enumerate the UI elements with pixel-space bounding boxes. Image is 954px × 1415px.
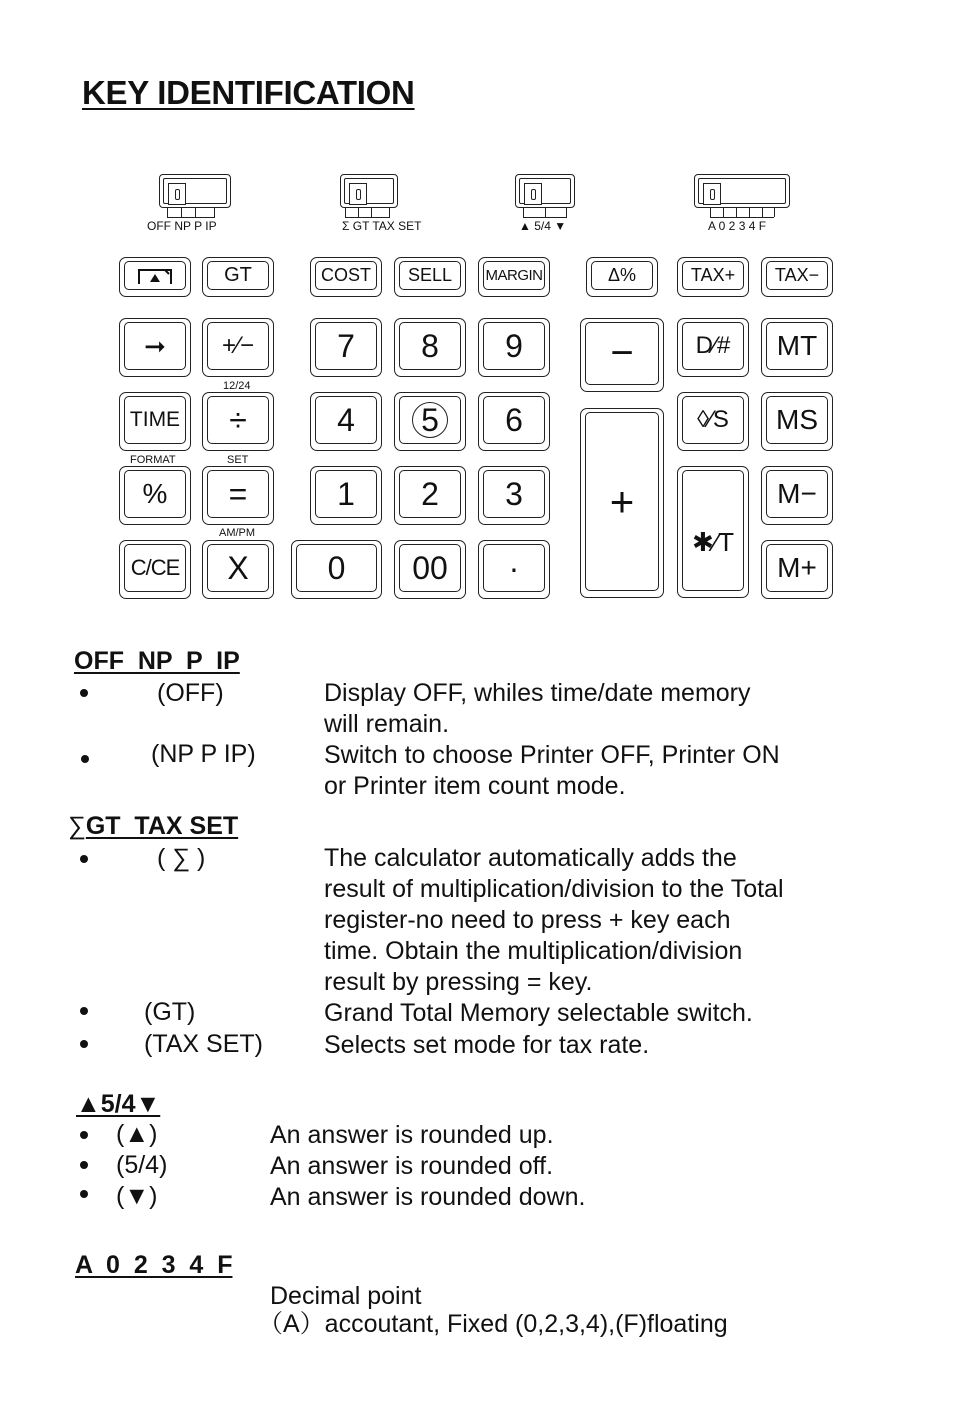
term-off: (OFF): [157, 679, 224, 707]
switch-knob[interactable]: [168, 183, 186, 205]
key-8[interactable]: 8: [394, 318, 466, 377]
mt-key[interactable]: MT: [761, 318, 833, 377]
d-hash-key[interactable]: D∕#: [677, 318, 749, 377]
time-key[interactable]: TIME: [119, 392, 191, 451]
term-tax-set: (TAX SET): [144, 1030, 263, 1058]
decimal-point-key[interactable]: ·: [478, 540, 550, 599]
desc-round-off: An answer is rounded off.: [270, 1152, 554, 1180]
bullet: [80, 1007, 88, 1015]
plus-key[interactable]: +: [580, 408, 664, 598]
margin-key[interactable]: MARGIN: [478, 257, 550, 297]
desc-sigma: The calculator automatically adds the result of multiplication/division to the Total register-no need to press + key each time. Obtain the multiplication/division result by pressing = key.: [324, 844, 784, 996]
plus-minus-key[interactable]: +∕−: [202, 318, 274, 377]
desc-tax-set: Selects set mode for tax rate.: [324, 1031, 650, 1059]
star-t-key[interactable]: ✱∕T: [677, 466, 749, 598]
key-1[interactable]: 1: [310, 466, 382, 525]
m-plus-key[interactable]: M+: [761, 540, 833, 599]
key-3[interactable]: 3: [478, 466, 550, 525]
bullet: [80, 689, 88, 697]
key-6[interactable]: 6: [478, 392, 550, 451]
switch-knob[interactable]: [703, 183, 721, 205]
clear-key[interactable]: C/CE: [119, 540, 191, 599]
term-round-off: (5/4): [116, 1151, 168, 1179]
equals-key[interactable]: =: [202, 466, 274, 525]
cost-key[interactable]: COST: [310, 257, 382, 297]
desc-np-p-ip: Switch to choose Printer OFF, Printer ON or Printer item count mode.: [324, 741, 780, 800]
minus-key[interactable]: −: [580, 318, 664, 392]
ms-key[interactable]: MS: [761, 392, 833, 451]
term-round-up: (▲): [116, 1120, 158, 1148]
multiply-key[interactable]: X: [202, 540, 274, 599]
key-9[interactable]: 9: [478, 318, 550, 377]
sigma-symbol: ∑: [68, 812, 86, 840]
bullet: [80, 1131, 88, 1139]
desc-gt: Grand Total Memory selectable switch.: [324, 999, 753, 1027]
desc-off: Display OFF, whiles time/date memory will remain.: [324, 679, 751, 738]
decimal-point-title: Decimal point: [270, 1282, 422, 1310]
term-gt: (GT): [144, 998, 196, 1026]
gt-key[interactable]: GT: [202, 257, 274, 297]
backspace-key[interactable]: ➞: [119, 318, 191, 377]
m-minus-key[interactable]: M−: [761, 466, 833, 525]
switch-label: ▲ 5/4 ▼: [519, 219, 567, 233]
key-5[interactable]: 5: [394, 392, 466, 451]
label-set: SET: [227, 454, 249, 466]
decimal-point-desc: （A）accoutant, Fixed (0,2,3,4),(F)floating: [258, 1310, 728, 1338]
section-heading-power: OFF NP P IP: [74, 647, 240, 675]
desc-round-down: An answer is rounded down.: [270, 1183, 586, 1211]
switch-label: Σ GT TAX SET: [342, 219, 422, 233]
diamond-s-key[interactable]: ◊∕S: [677, 392, 749, 451]
key-4[interactable]: 4: [310, 392, 382, 451]
divide-key[interactable]: ÷: [202, 392, 274, 451]
percent-key[interactable]: %: [119, 466, 191, 525]
label-am-pm: AM/PM: [219, 527, 256, 539]
paper-feed-key[interactable]: [119, 257, 191, 297]
sell-key[interactable]: SELL: [394, 257, 466, 297]
desc-round-up: An answer is rounded up.: [270, 1121, 554, 1149]
term-sigma: ( ∑ ): [157, 844, 206, 872]
key-0[interactable]: 0: [291, 540, 382, 599]
page-title: KEY IDENTIFICATION: [82, 74, 415, 111]
bullet: [80, 1161, 88, 1169]
tax-plus-key[interactable]: TAX+: [677, 257, 749, 297]
label-12-24: 12/24: [223, 380, 251, 392]
bullet: [80, 1040, 88, 1048]
term-np-p-ip: (NP P IP): [151, 740, 256, 768]
section-heading-rounding: ▲5/4▼: [76, 1090, 161, 1118]
bullet: [80, 1190, 88, 1198]
bullet: [80, 855, 88, 863]
section-heading-gt: ∑GT TAX SET: [68, 812, 239, 840]
key-2[interactable]: 2: [394, 466, 466, 525]
switch-knob[interactable]: [349, 183, 367, 205]
key-7[interactable]: 7: [310, 318, 382, 377]
bullet: [81, 755, 89, 763]
term-round-down: (▼): [116, 1182, 158, 1210]
tax-minus-key[interactable]: TAX−: [761, 257, 833, 297]
switch-label: A 0 2 3 4 F: [708, 219, 767, 233]
label-format: FORMAT: [130, 454, 176, 466]
delta-percent-key[interactable]: Δ%: [586, 257, 658, 297]
paper-feed-icon: [137, 267, 173, 285]
switch-label: OFF NP P IP: [147, 219, 217, 233]
switch-knob[interactable]: [524, 183, 542, 205]
key-00[interactable]: 00: [394, 540, 466, 599]
section-heading-decimal: A 0 2 3 4 F: [75, 1251, 233, 1279]
